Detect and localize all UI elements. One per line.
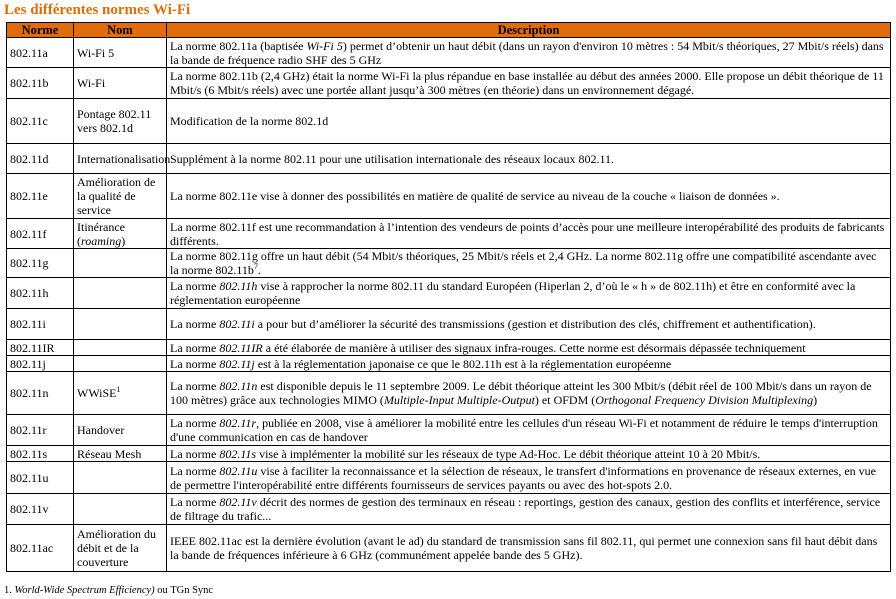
cell-description <box>167 462 891 494</box>
cell-norme: 802.11c <box>7 99 74 144</box>
description-text: La norme 802.11a (baptisée <box>170 38 307 53</box>
cell-description <box>167 340 891 356</box>
page-title: Les différentes normes Wi-Fi <box>4 2 191 18</box>
cell-description <box>167 68 891 99</box>
footnote-number: 1. <box>4 585 15 596</box>
description-text: La norme <box>170 379 220 393</box>
wifi-norms-table <box>6 22 891 572</box>
nom-text: WWiSE <box>77 386 117 400</box>
description-text: vise à faciliter la reconnaissance et la sélection de réseaux, le transfert d'informations en provenance de réseaux externes, en vue de permettre l'interopérabilité entre différents fournisseurs de services payants ou avec des hot-spots 2.0. <box>170 463 876 492</box>
norm-name-italic: 802.11n <box>219 379 258 393</box>
table-row <box>7 446 891 462</box>
table-row <box>7 462 891 494</box>
table-row <box>7 525 891 572</box>
cell-description <box>167 99 891 144</box>
description-text: La norme <box>170 463 220 478</box>
description-text: est à la réglementation japonaise ce que le 802.11h est à la réglementation européenne <box>254 356 672 371</box>
cell-norme: 802.11u <box>7 462 74 494</box>
cell-nom <box>74 278 167 309</box>
cell-description <box>167 174 891 219</box>
description-text: La norme 802.11e vise à donner des possibilités en matière de qualité de service au niveau de la couche « liaison de données ». <box>170 189 780 203</box>
cell-description <box>167 525 891 572</box>
cell-norme: 802.11j <box>7 356 74 372</box>
norm-name-italic: Multiple-Input Multiple-Output <box>383 393 535 407</box>
norm-name-italic: 802.11s <box>219 446 257 461</box>
description-text: La norme 802.11f est une recommandation à l’intention des vendeurs de points d’accès pour une meilleure interopérabilité des produits de fabricants différents. <box>170 219 885 248</box>
cell-norme: 802.11IR <box>7 340 74 356</box>
cell-nom <box>74 462 167 494</box>
cell-nom <box>74 249 167 278</box>
footnote-italic: World-Wide Spectrum Efficiency) <box>14 585 155 596</box>
table-row <box>7 278 891 309</box>
cell-norme: 802.11g <box>7 249 74 278</box>
table-row <box>7 415 891 446</box>
description-text: La norme <box>170 317 220 331</box>
cell-norme: 802.11e <box>7 174 74 219</box>
description-text: ) <box>813 393 818 407</box>
nom-text: Handover <box>77 423 125 437</box>
description-text: La norme <box>170 340 220 355</box>
header-description: Description <box>167 23 891 38</box>
table-row <box>7 356 891 372</box>
description-text: Supplément à la norme 802.11 pour une utilisation internationale des réseaux locaux 802.11. <box>170 151 614 166</box>
cell-norme: 802.11i <box>7 309 74 340</box>
cell-nom <box>74 525 167 572</box>
norm-name-italic: 802.11j <box>219 356 255 371</box>
table-row <box>7 249 891 278</box>
cell-norme: 802.11h <box>7 278 74 309</box>
description-text: ) permet d’obtenir un haut débit (dans un rayon d'environ 10 mètres : 54 Mbit/s théoriques, 27 Mbit/s réels) dans la bande de fréquence radio SHF des 5 GHz <box>170 38 884 67</box>
table-row <box>7 174 891 219</box>
description-text: La norme 802.11g offre un haut débit (54 Mbit/s théoriques, 25 Mbit/s réels et 2,4 GHz. La norme 802.11g offre une compatibilité ascendante avec la norme 802.11b <box>170 249 877 277</box>
description-text: . <box>257 263 261 277</box>
cell-nom <box>74 309 167 340</box>
description-text: décrit des normes de gestion des terminaux en réseau : reportings, gestion des canaux, gestion des conflits et interférence, service de filtrage du trafic... <box>170 495 881 523</box>
nom-text: Pontage 802.11 vers 802.1d <box>77 107 152 135</box>
description-text: La norme <box>170 446 220 461</box>
cell-description <box>167 219 891 249</box>
norm-name-italic: 802.11v <box>219 495 257 509</box>
cell-nom <box>74 340 167 356</box>
cell-description <box>167 356 891 372</box>
nom-text: Itinérance <box>77 219 125 234</box>
description-text: a pour but d’améliorer la sécurité des transmissions (gestion et distribution des clés, chiffrement et authentification). <box>254 317 816 331</box>
table-row <box>7 309 891 340</box>
cell-description <box>167 249 891 278</box>
table-row <box>7 494 891 525</box>
nom-text: Wi-Fi 5 <box>77 45 115 60</box>
table-row <box>7 219 891 249</box>
header-nom: Nom <box>74 23 167 38</box>
table-row <box>7 68 891 99</box>
nom-text: Amélioration du débit et de la couverture <box>77 527 156 569</box>
description-text: La norme <box>170 356 220 371</box>
cell-description <box>167 38 891 68</box>
nom-text: Internationalisation <box>77 151 171 166</box>
norm-name-italic: Orthogonal Frequency Division Multiplexing <box>595 393 814 407</box>
cell-nom <box>74 372 167 415</box>
cell-norme: 802.11s <box>7 446 74 462</box>
description-text: La norme <box>170 279 220 293</box>
cell-norme: 802.11b <box>7 68 74 99</box>
description-text: ) et OFDM ( <box>534 393 596 407</box>
cell-description <box>167 446 891 462</box>
description-text: La norme 802.11b (2,4 GHz) était la norme Wi-Fi la plus répandue en base installée au début des années 2000. Elle propose un débit théorique de 11 Mbit/s (6 Mbit/s réels) avec une portée allant jusqu’à 300 mètres (en théorie) dans un environnement dégagé. <box>170 69 884 97</box>
cell-description <box>167 372 891 415</box>
footnote-ref: 7 <box>253 262 258 271</box>
description-text: vise à implémenter la mobilité sur les réseaux de type Ad-Hoc. Le débit théorique atteint 10 à 20 Mbit/s. <box>256 446 761 461</box>
table-header-row <box>7 23 891 38</box>
cell-description <box>167 144 891 174</box>
header-norme: Norme <box>7 23 74 38</box>
norm-name-italic: 802.11r <box>219 416 257 430</box>
description-text: vise à rapprocher la norme 802.11 du standard Européen (Hiperlan 2, d’où le « h » de 802.11h) et être en conformité avec la réglementation européenne <box>170 279 856 307</box>
nom-text: Wi-Fi <box>77 76 106 90</box>
cell-description <box>167 415 891 446</box>
table-row <box>7 372 891 415</box>
description-text: IEEE 802.11ac est la dernière évolution (avant le ad) du standard de transmission sans fil 802.11, qui permet une connexion sans fil haut débit dans la bande de fréquences inférieure à 6 GHz (communément appelée bande des 5 GHz). <box>170 534 878 562</box>
description-text: , publiée en 2008, vise à améliorer la mobilité entre les cellules d'un réseau Wi-Fi et notamment de réduire le temps d'interruption d'une communication en cas de handover <box>170 416 878 444</box>
cell-nom <box>74 494 167 525</box>
nom-footnote-ref: 1 <box>116 385 121 394</box>
cell-description <box>167 494 891 525</box>
description-text: a été élaborée de manière à utiliser des signaux infra-rouges. Cette norme est désormais dépassée techniquement <box>262 340 806 355</box>
cell-nom <box>74 68 167 99</box>
nom-italic: roaming <box>81 233 122 248</box>
footnote <box>4 585 213 596</box>
cell-nom <box>74 144 171 174</box>
table-row <box>7 99 891 144</box>
norm-name-italic: 802.11i <box>219 317 255 331</box>
nom-text: Amélioration de la qualité de service <box>77 175 156 217</box>
norm-name-italic: 802.11h <box>219 279 258 293</box>
cell-norme: 802.11a <box>7 38 74 68</box>
cell-norme: 802.11d <box>7 144 74 174</box>
cell-nom: Itinérance (roaming) <box>74 219 167 249</box>
cell-norme: 802.11r <box>7 415 74 446</box>
cell-description <box>167 278 891 309</box>
description-text: La norme <box>170 416 220 430</box>
cell-norme: 802.11ac <box>7 525 74 572</box>
table-row <box>7 144 891 174</box>
nom-text: Réseau Mesh <box>77 446 142 461</box>
cell-norme: 802.11f <box>7 219 74 249</box>
cell-nom <box>74 38 167 68</box>
cell-norme: 802.11v <box>7 494 74 525</box>
description-text: est disponible depuis le 11 septembre 2009. Le débit théorique atteint les 300 Mbit/s (débit réel de 100 Mbit/s dans un rayon de 100 mètres) grâce aux technologies MIMO ( <box>170 379 872 407</box>
cell-description <box>167 309 891 340</box>
cell-nom <box>74 415 167 446</box>
table-row <box>7 38 891 68</box>
footnote-rest: ou TGn Sync <box>154 585 214 596</box>
table-row <box>7 340 891 356</box>
cell-nom <box>74 174 167 219</box>
cell-nom <box>74 99 167 144</box>
norm-name-italic: 802.11u <box>219 463 258 478</box>
norm-name-italic: Wi-Fi 5 <box>306 38 343 53</box>
norm-name-italic: 802.11IR <box>219 340 263 355</box>
description-text: La norme <box>170 495 220 509</box>
description-text: Modification de la norme 802.1d <box>170 114 329 128</box>
cell-norme: 802.11n <box>7 372 74 415</box>
cell-nom <box>74 446 167 462</box>
cell-nom <box>74 356 167 372</box>
